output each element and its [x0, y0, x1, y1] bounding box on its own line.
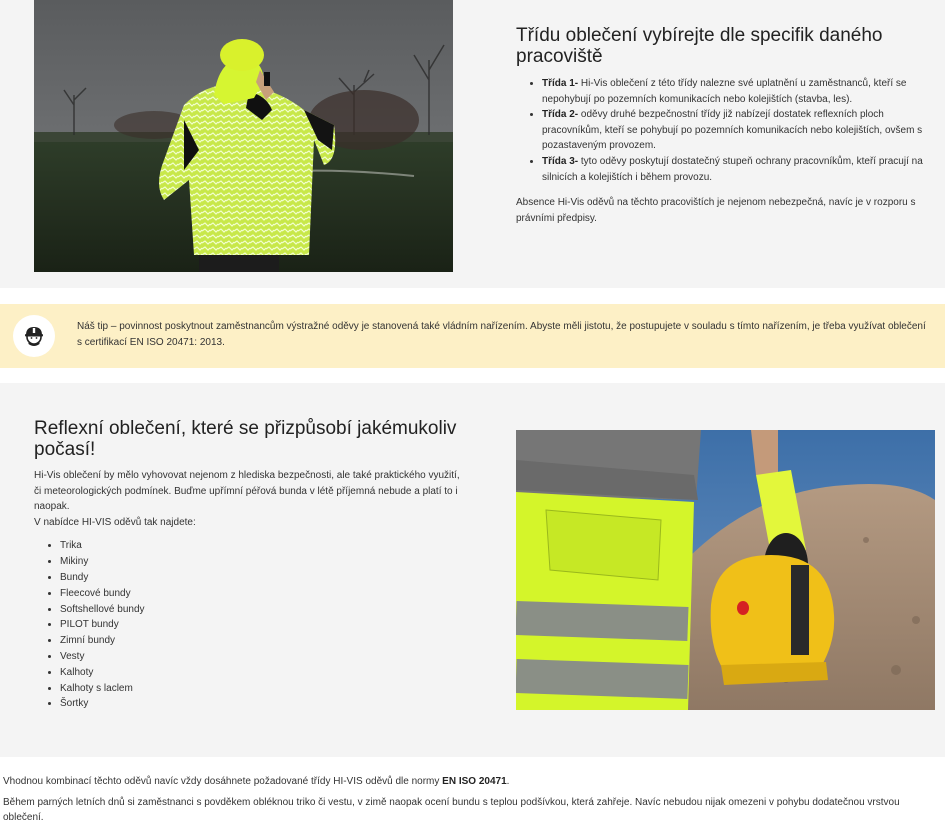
list-item: • Kalhoty [60, 665, 464, 681]
class-term: Třída 1- [542, 78, 579, 89]
reflective-jacket-photo [34, 0, 453, 272]
list-item: • Bundy [60, 570, 464, 586]
class-term: Třída 3- [542, 155, 579, 167]
paragraph: Hi-Vis oblečení by mělo vyhovovat nejenom z hlediska bezpečnosti, ale také praktického využití, či meteorologických podmínek. Buďme upřímní péřová bunda v létě příjemná nebude a platí to i naopak. [34, 470, 460, 513]
list-intro: V nabídce HI-VIS oděvů tak najdete: [34, 516, 196, 528]
list-item: • Fleecové bundy [60, 586, 464, 602]
hi-vis-classes-section [516, 25, 936, 226]
class-description: Hi-Vis oblečení z této třídy nalezne své uplatnění u zaměstnanců, kteří se nepohybují po pozemních komunikacích nebo kolejištích (stavba, les). [542, 78, 907, 105]
list-item: • Softshellové bundy [60, 602, 464, 618]
bottom-text [3, 774, 939, 831]
list-item [542, 154, 936, 185]
class-term: Třída 2- [542, 109, 579, 121]
tip-banner [0, 304, 945, 368]
paragraph [3, 774, 939, 789]
list-item: • Mikiny [60, 554, 464, 570]
paragraph-end: . [506, 776, 510, 787]
list-item: • PILOT bundy [60, 617, 464, 633]
paragraph: Absence Hi-Vis oděvů na těchto pracovištích je nejenom nebezpečná, navíc je v rozporu s právními předpisy. [516, 197, 916, 224]
worker-helmet-photo [516, 430, 935, 710]
worker-helmet-icon [13, 315, 55, 357]
reflective-clothing-section [34, 418, 464, 712]
clothing-types-list [34, 538, 464, 712]
paragraph: Během parných letních dnů si zaměstnanci s povděkem obléknou triko či vestu, v zimě naopak ocení bundu s teplou podšívkou, která zahřeje. Navíc nebudou nijak omezeni v pohybu dodatečnou vrstvou oblečení. [3, 797, 900, 823]
list-item: • Šortky [60, 696, 464, 712]
class-description: tyto oděvy poskytují dostatečný stupeň ochrany pracovníkům, kteří pracují na silnicích a kolejištích i během provozu. [542, 155, 923, 183]
list-item [542, 76, 936, 107]
list-item [542, 107, 936, 154]
list-item: • Trika [60, 538, 464, 554]
list-item: • Vesty [60, 649, 464, 665]
list-item: • Kalhoty s laclem [60, 681, 464, 697]
list-item: • Zimní bundy [60, 633, 464, 649]
classes-list [516, 76, 936, 185]
tip-text: Náš tip – povinnost poskytnout zaměstnancům výstražné oděvy je stanovená také vládním nařízením. Abyste měli jistotu, že postupujete v souladu s tímto nařízením, je třeba využívat oblečení s certifikací EN ISO 20471: 2013. [77, 321, 926, 348]
paragraph-text: Vhodnou kombinací těchto oděvů navíc vždy dosáhnete požadované třídy HI-VIS oděvů dle normy [3, 776, 443, 787]
section-heading: Reflexní oblečení, které se přizpůsobí jakémukoliv počasí! [34, 418, 457, 460]
class-description: oděvy druhé bezpečnostní třídy již nabízejí dostatek reflexních ploch pracovníkům, kteří se pohybují po pozemních komunikacích nebo kolejištích, ovšem s pozastaveným provozem. [542, 109, 923, 152]
section-heading: Třídu oblečení vybírejte dle specifik daného pracoviště [516, 25, 883, 67]
norm-name: EN ISO 20471 [442, 776, 507, 787]
